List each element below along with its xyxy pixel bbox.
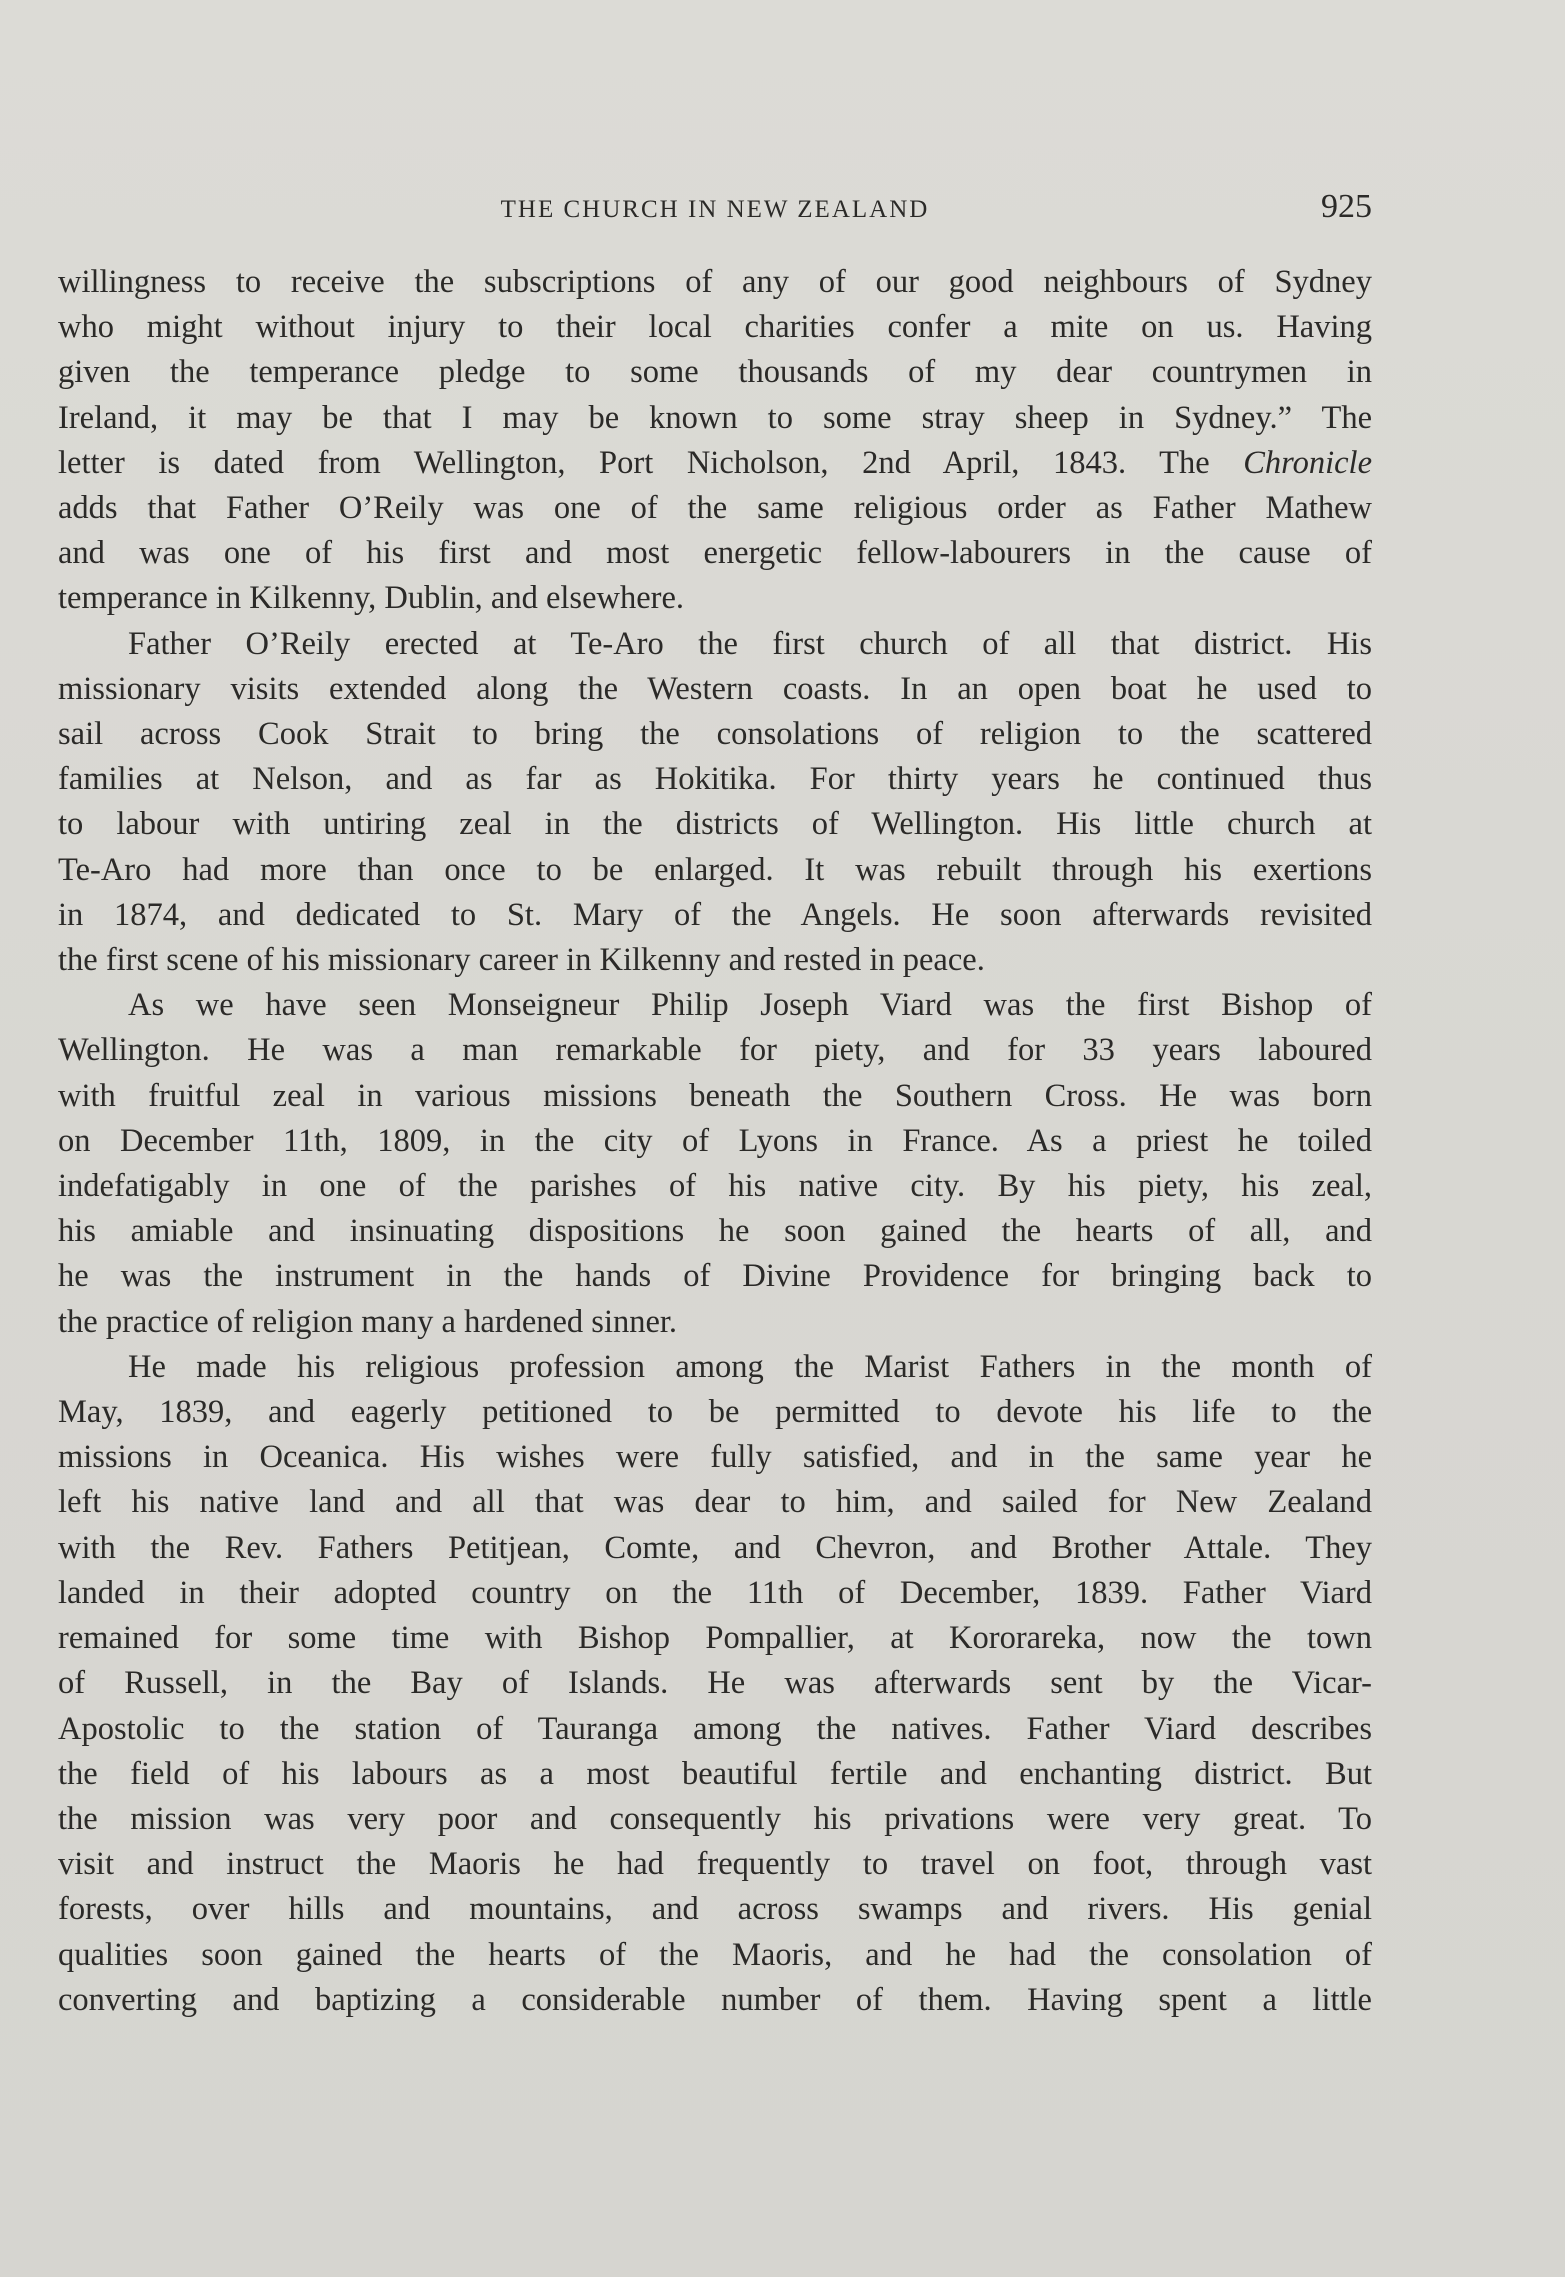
text-line: remained for some time with Bishop Pompallier, at Kororareka, now the town	[58, 1620, 1372, 1657]
text-line: on December 11th, 1809, in the city of Lyons in France. As a priest he toiled	[58, 1122, 1372, 1159]
text-line: and was one of his first and most energetic fellow-labourers in the cause of	[58, 535, 1372, 572]
text-line: Ireland, it may be that I may be known to some stray sheep in Sydney.” The	[58, 399, 1372, 436]
text-line: given the temperance pledge to some thousands of my dear countrymen in	[58, 354, 1372, 391]
text-line: his amiable and insinuating dispositions he soon gained the hearts of all, and	[58, 1213, 1372, 1250]
text-line: willingness to receive the subscriptions of any of our good neighbours of Sydney	[58, 264, 1372, 300]
text-line: Wellington. He was a man remarkable for piety, and for 33 years laboured	[58, 1032, 1372, 1069]
text-line: left his native land and all that was dear to him, and sailed for New Zealand	[58, 1484, 1372, 1521]
running-head-title: THE CHURCH IN NEW ZEALAND	[500, 196, 930, 223]
text-line: missions in Oceanica. His wishes were fully satisfied, and in the same year he	[58, 1439, 1372, 1476]
text-line: indefatigably in one of the parishes of his native city. By his piety, his zeal,	[58, 1168, 1372, 1205]
text-line: missionary visits extended along the Western coasts. In an open boat he used to	[58, 670, 1372, 707]
running-head	[58, 188, 1372, 238]
text-line: to labour with untiring zeal in the districts of Wellington. His little church at	[58, 806, 1372, 843]
text-line: Apostolic to the station of Tauranga among the natives. Father Viard describes	[58, 1710, 1372, 1747]
text-line: with the Rev. Fathers Petitjean, Comte, and Chevron, and Brother Attale. They	[58, 1529, 1372, 1566]
text-line: sail across Cook Strait to bring the consolations of religion to the scattered	[58, 716, 1372, 753]
text-line: of Russell, in the Bay of Islands. He was afterwards sent by the Vicar-	[58, 1665, 1372, 1702]
text-line: visit and instruct the Maoris he had frequently to travel on foot, through vast	[58, 1846, 1372, 1883]
text-line: he was the instrument in the hands of Divine Providence for bringing back to	[58, 1258, 1372, 1295]
text-line: As we have seen Monseigneur Philip Joseph Viard was the first Bishop of	[128, 987, 1372, 1024]
text-line: with fruitful zeal in various missions beneath the Southern Cross. He was born	[58, 1077, 1372, 1114]
text-line: landed in their adopted country on the 11th of December, 1839. Father Viard	[58, 1574, 1372, 1611]
text-line: May, 1839, and eagerly petitioned to be permitted to devote his life to the	[58, 1394, 1372, 1431]
body-text	[58, 260, 1372, 2023]
text-line: He made his religious profession among the Marist Fathers in the month of	[128, 1348, 1372, 1385]
text-line: forests, over hills and mountains, and across swamps and rivers. His genial	[58, 1891, 1372, 1928]
text-line: letter is dated from Wellington, Port Nicholson, 2nd April, 1843. The Chronicle	[58, 444, 1372, 481]
page-number: 925	[1321, 188, 1372, 225]
text-line: in 1874, and dedicated to St. Mary of the Angels. He soon afterwards revisited	[58, 896, 1372, 933]
text-line: the first scene of his missionary career in Kilkenny and rested in peace.	[58, 942, 985, 979]
text-line: families at Nelson, and as far as Hokitika. For thirty years he continued thus	[58, 761, 1372, 798]
text-line: the mission was very poor and consequently his privations were very great. To	[58, 1800, 1372, 1837]
text-line: Father O’Reily erected at Te-Aro the first church of all that district. His	[128, 625, 1372, 662]
text-line: who might without injury to their local charities confer a mite on us. Having	[58, 309, 1372, 346]
text-line: temperance in Kilkenny, Dublin, and elsewhere.	[58, 580, 685, 617]
text-line: the practice of religion many a hardened sinner.	[58, 1303, 678, 1340]
text-line: adds that Father O’Reily was one of the same religious order as Father Mathew	[58, 490, 1372, 527]
text-line: qualities soon gained the hearts of the Maoris, and he had the consolation of	[58, 1936, 1372, 1973]
text-line: converting and baptizing a considerable number of them. Having spent a little	[58, 1981, 1372, 2018]
text-line: the field of his labours as a most beautiful fertile and enchanting district. But	[58, 1755, 1372, 1792]
text-line: Te-Aro had more than once to be enlarged. It was rebuilt through his exertions	[58, 851, 1372, 888]
